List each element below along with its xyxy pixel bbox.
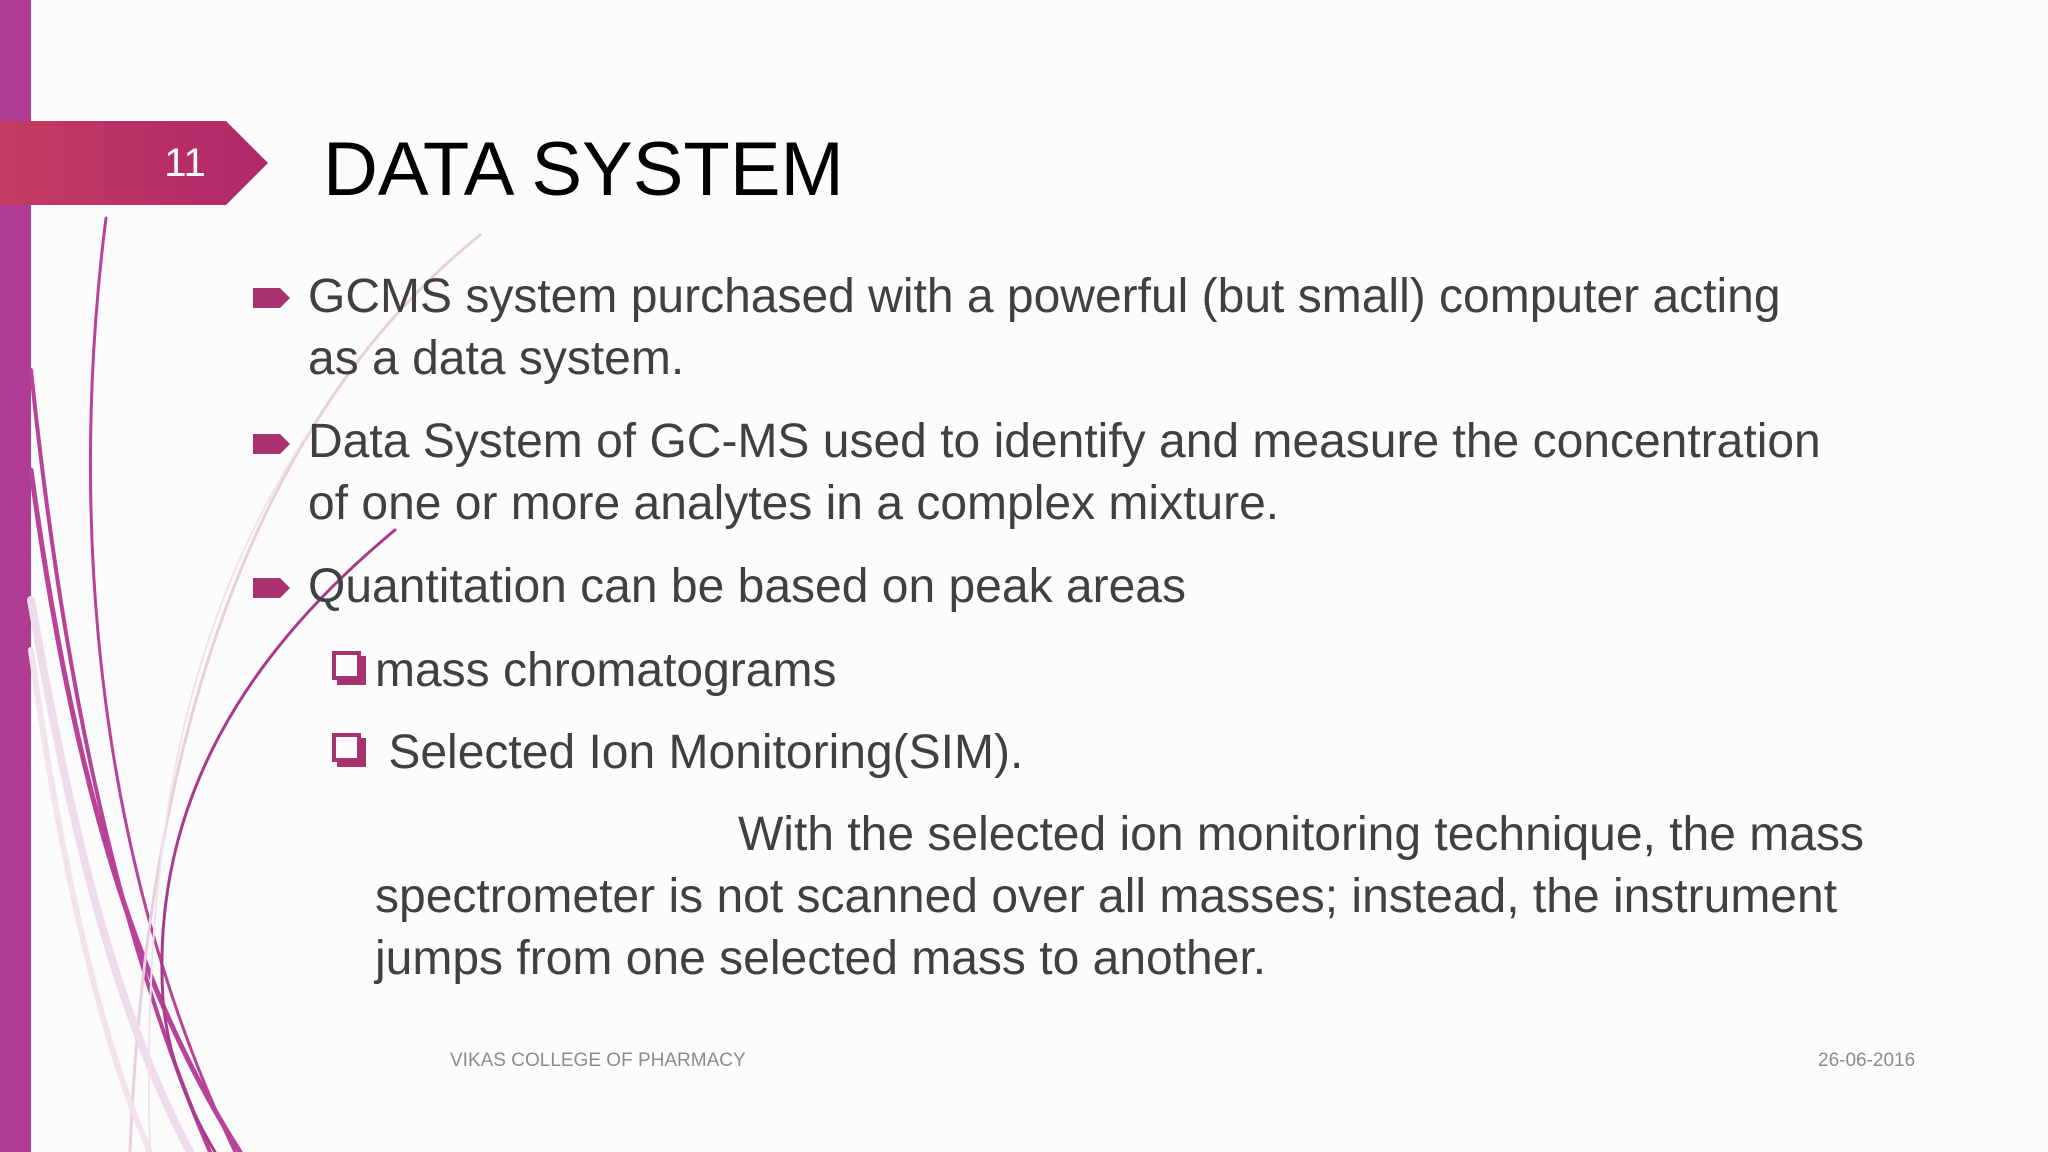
footer-date: 26-06-2016 (1818, 1050, 1916, 1071)
arrow-bullet-icon (253, 287, 291, 309)
slide-number-tab (0, 121, 268, 205)
checkbox-icon (332, 733, 361, 762)
arrow-bullet-icon (253, 577, 291, 599)
footer-college: VIKAS COLLEGE OF PHARMACY (450, 1050, 746, 1071)
arrow-bullet-icon (253, 433, 291, 455)
slide-number: 11 (164, 141, 206, 185)
sub-bullet-text: mass chromatograms (375, 644, 837, 697)
sim-description-text: With the selected ion monitoring technique, the mass spectrometer is not scanned over all masses; instead, the instrument jumps from one selected mass to another. (375, 808, 1864, 985)
checkbox-icon (332, 651, 361, 680)
bullet-text: Quantitation can be based on peak areas (308, 560, 1186, 613)
sub-bullet-text: Selected Ion Monitoring(SIM). (375, 726, 1024, 779)
bullet-text: Data System of GC-MS used to identify and measure the concentration of one or more analytes in a complex mixture. (308, 415, 1821, 530)
bullet-text: GCMS system purchased with a powerful (but small) computer acting as a data system. (308, 270, 1781, 385)
sim-description (375, 804, 1935, 990)
slide-title: DATA SYSTEM (323, 127, 844, 212)
